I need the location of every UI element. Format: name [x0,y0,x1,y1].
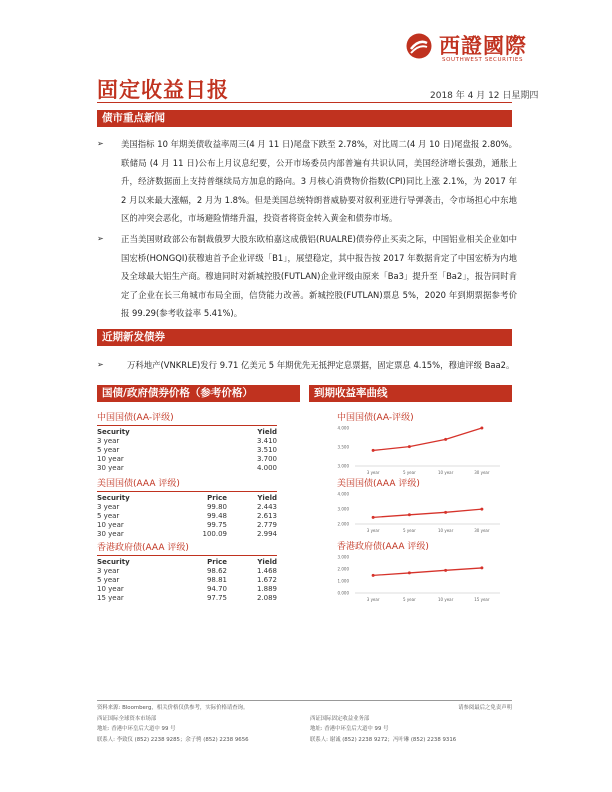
series-line [373,428,482,450]
x-tick-label: 3 year [366,528,380,533]
cell-yield: 2.443 [256,502,277,511]
cell-security: 5 year [97,445,120,454]
cell-security: 5 year [97,575,120,584]
yield-curve-chart-hk [309,553,512,603]
data-point [372,574,375,577]
data-point [444,511,447,514]
cell-security: 15 year [97,593,124,602]
table-row [97,566,277,575]
cell-yield: 2.613 [256,511,277,520]
col-price: Price [207,557,227,566]
table-header-row [97,493,277,502]
series-line [373,568,482,575]
arrow-bullet-icon: ➢ [97,360,104,369]
cell-yield: 4.000 [256,463,277,472]
section-yield-curve: 到期收益率曲线 [309,385,512,402]
section-prices: 国债/政府债券价格（参考价格） [97,385,300,402]
chart-title: 中国国债(AA-评级) [337,413,414,423]
yield-curve-chart-us [309,490,512,534]
cell-price [177,463,227,472]
y-tick-label: 2.000 [337,521,349,527]
data-point [480,427,483,430]
arrow-bullet-icon: ➢ [97,139,104,148]
table-row [97,511,277,520]
cell-yield: 2.089 [256,593,277,602]
cell-security: 5 year [97,511,120,520]
new-issue-text: 万科地产(VNKRLE)发行 9.71 亿美元 5 年期优先无抵押定息票据，固定票息 4.15%，穆迪评级 Baa2。 [127,360,515,370]
price-table-us [97,476,277,538]
table-row [97,454,277,463]
news-item [97,230,517,323]
cell-security: 30 year [97,529,124,538]
x-tick-label: 10 year [437,470,454,475]
x-tick-label: 30 year [474,470,490,475]
cell-yield: 3.410 [256,436,277,445]
table-title: 美国国债(AAA 评级) [97,479,180,489]
x-tick-label: 10 year [437,597,454,602]
x-tick-label: 3 year [366,470,380,475]
table-header-row [97,557,277,566]
table-row [97,436,277,445]
y-tick-label: 3.000 [337,554,349,560]
chart-title: 香港政府债(AAA 评级) [337,542,429,552]
y-tick-label: 0.000 [337,590,349,596]
yield-curve-chart-china [309,424,512,476]
logo-mark-icon [405,32,433,60]
table-title: 香港政府债(AAA 评级) [97,543,189,553]
cell-yield: 1.889 [256,584,277,593]
price-table [97,493,277,538]
x-tick-label: 5 year [403,528,416,533]
y-tick-label: 3.000 [337,506,349,512]
table-rule [97,491,277,492]
footer-left [97,703,249,745]
data-point [408,445,411,448]
data-point [408,571,411,574]
price-table [97,427,277,472]
cell-security: 3 year [97,436,120,445]
cell-yield: 2.779 [256,520,277,529]
cell-price [177,454,227,463]
table-row [97,529,277,538]
footer-disclaimer-note: 请参阅最后之免责声明 [458,705,512,711]
x-tick-label: 30 year [474,528,490,533]
cell-security: 3 year [97,502,120,511]
col-yield: Yield [257,427,277,436]
footer-contact: 联系人: 李致仪 (852) 2238 9285；余子骋 (852) 2238 9656 [97,736,249,743]
footer-dept: 西证国际全球资本市场部 [97,715,157,722]
cell-price: 99.48 [206,511,227,520]
section-new-issues: 近期新发债券 [97,329,512,346]
report-date: 2018 年 4 月 12 日星期四 [430,91,539,101]
news-item [97,135,517,228]
table-row [97,520,277,529]
cell-security: 3 year [97,566,120,575]
news-text: 美国指标 10 年期美债收益率周三(4 月 11 日)尾盘下跌至 2.78%，对比周二(4 月 10 日)尾盘报 2.80%。联储局 (4 月 11 日)公布上月议息纪要，公开市场委员内部普遍有共识认同，美国经济增长强劲，通胀上升，经济数据面上支持普继续局方加息的路向。3 月核心消费物价指数(CPI)同比上涨 2.1%，为 2017 年 2 月以来最大涨幅，2 月为 1.8%。但是美国总统特朗普威胁要对叙利亚进行导弹袭击，令市场担心中东地区的冲突会恶化，市场避险情绪升温，投资者将资金转入黄金和债券市场。 [121,139,517,224]
cell-yield: 1.468 [256,566,277,575]
news-list [97,135,517,323]
price-table-china [97,410,277,472]
cell-price: 97.75 [206,593,227,602]
footer-contact: 联系人: 谢诚 (852) 2238 9272；冯叶琳 (852) 2238 9316 [310,736,457,743]
cell-price: 98.62 [206,566,227,575]
x-tick-label: 5 year [403,597,416,602]
series-line [373,509,482,517]
footer-source: 资料来源: Bloomberg，相关价格仅供参考，实际价格请查询。 [97,705,249,711]
title-rule [97,102,512,103]
x-tick-label: 15 year [474,597,490,602]
cell-yield: 3.700 [256,454,277,463]
table-row [97,502,277,511]
y-tick-label: 2.000 [337,566,349,572]
y-tick-label: 3.000 [337,463,349,469]
cell-security: 10 year [97,584,124,593]
logo-text: 西證國際 [439,34,527,58]
section-bond-news: 债市重点新闻 [97,110,512,127]
cell-security: 10 year [97,454,124,463]
cell-price: 98.81 [206,575,227,584]
price-table [97,557,277,602]
x-tick-label: 10 year [437,528,454,533]
col-yield: Yield [257,493,277,502]
table-rule [97,555,277,556]
col-yield: Yield [257,557,277,566]
data-point [372,449,375,452]
arrow-bullet-icon: ➢ [97,233,104,243]
x-tick-label: 5 year [403,470,416,475]
col-price [177,427,227,436]
table-row [97,445,277,454]
data-point [408,513,411,516]
col-security: Security [97,493,130,502]
footer-address: 地址: 香港中环皇后大道中 99 号 [310,726,389,732]
x-tick-label: 3 year [366,597,380,602]
table-title: 中国国债(AA-评级) [97,413,174,423]
cell-security: 10 year [97,520,124,529]
chart-title: 美国国债(AAA 评级) [337,479,420,489]
y-tick-label: 4.000 [337,491,349,497]
data-point [444,438,447,441]
new-issue-list [97,356,517,375]
y-tick-label: 4.000 [337,425,349,431]
y-tick-label: 1.000 [337,578,349,584]
cell-price [177,436,227,445]
footer-right [310,703,512,745]
new-issue-item [97,356,517,375]
news-text: 正当美国财政部公布制裁俄罗大股东欧柏嘉这成俄铝(RUALRE)债券停止买卖之际，中国铝业相关企业如中国宏桥(HONGQI)获穆迪首予企业评级「B1」，展望稳定，其中报告按 2017 年数据肯定了中国宏桥为内地及全球最大铝生产商。穆迪同时对新城控股(FUTLAN)企业评级由原来「Ba3」提升至「Ba2」，报告同时肯定了企业在长三角城市布局全面，信贷能力改善。新城控股(FUTLAN)票息 5%，2020 年到期票据参考价报 99.29(参考收益率 5.41%)。 [121,233,517,319]
cell-price: 94.70 [206,584,227,593]
cell-security: 30 year [97,463,124,472]
footer-dept: 西证国际固定收益业务部 [310,715,370,722]
table-rule [97,425,277,426]
cell-yield: 2.994 [256,529,277,538]
data-point [444,569,447,572]
report-title: 固定收益日报 [97,78,229,102]
table-row [97,463,277,472]
footer-rule [97,700,512,701]
col-security: Security [97,557,130,566]
cell-yield: 3.510 [256,445,277,454]
y-tick-label: 3.500 [337,444,349,450]
logo-subtitle: SOUTHWEST SECURITIES [442,57,524,63]
table-header-row [97,427,277,436]
data-point [480,566,483,569]
cell-price: 99.75 [206,520,227,529]
table-row [97,584,277,593]
data-point [372,516,375,519]
col-security: Security [97,427,130,436]
cell-price: 99.80 [206,502,227,511]
col-price: Price [207,493,227,502]
price-table-hk [97,540,277,602]
cell-price: 100.09 [202,529,227,538]
table-row [97,575,277,584]
table-row [97,593,277,602]
cell-price [177,445,227,454]
footer-address: 地址: 香港中环皇后大道中 99 号 [97,726,176,732]
cell-yield: 1.672 [256,575,277,584]
data-point [480,508,483,511]
company-logo [405,30,575,66]
